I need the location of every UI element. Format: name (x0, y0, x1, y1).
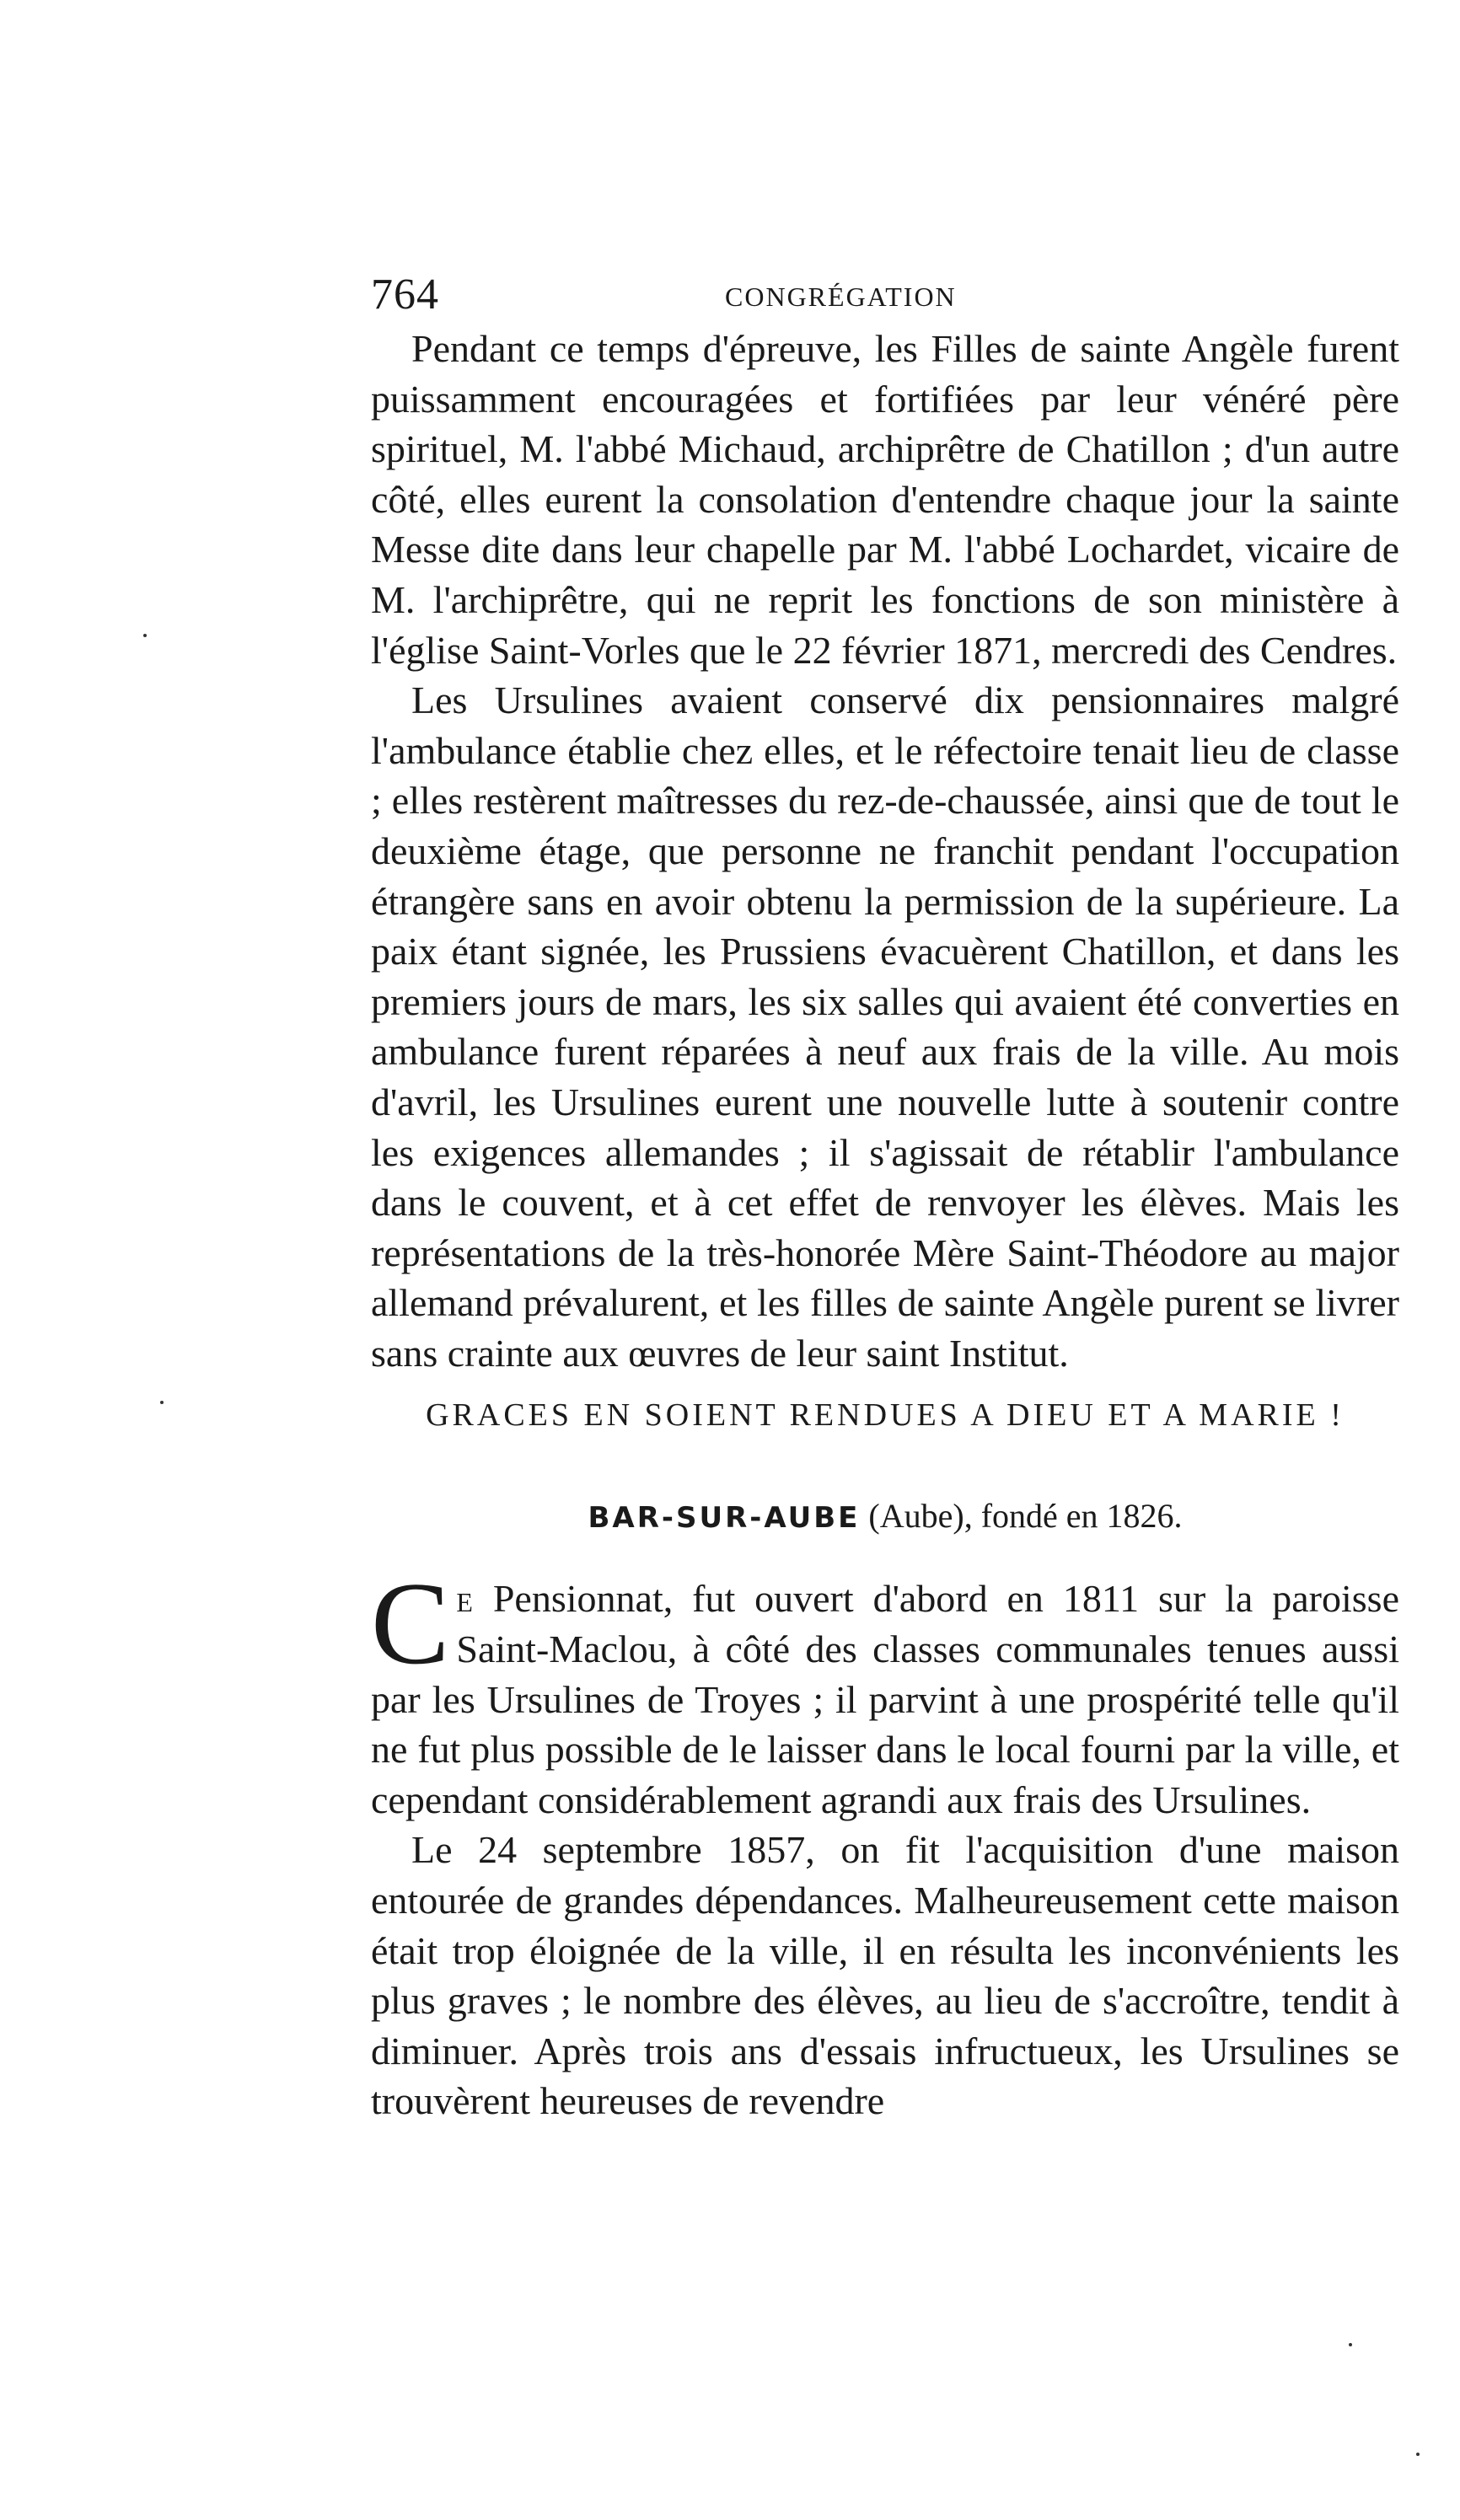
page-header (371, 268, 1399, 322)
section-paragraph-1 (371, 1558, 1399, 1825)
drop-cap-letter: C (371, 1558, 450, 1690)
paper-speck (143, 634, 147, 637)
section-heading-rest: (Aube), fondé en 1826. (860, 1497, 1183, 1536)
section-paragraph-2: Le 24 septembre 1857, on fit l'acquisition d'une maison entourée de grandes dépendances. Malheureusement cette maison était trop éloignée de la ville, il en résulta les inconvénients les plus graves ; le nombre des élèves, au lieu de s'accroître, tendit à diminuer. Après trois ans d'essais infructueux, les Ursulines se trouvèrent heureuses de revendre (371, 1828, 1399, 2123)
running-head: CONGRÉGATION (725, 281, 957, 312)
paper-speck (1349, 2343, 1352, 2346)
lead-letters: e (456, 1577, 474, 1621)
paragraph-1: Pendant ce temps d'épreuve, les Filles de sainte Angèle furent puissamment encouragées et fortifiées par leur vénéré père spirituel, M. l'abbé Michaud, archiprêtre de Chatillon ; d'un autre côté, elles eurent la consolation d'entendre chaque jour la sainte Messe dite dans leur chapelle par M. l'abbé Lochardet, vicaire de M. l'archiprêtre, qui ne reprit les fonctions de son ministère à l'église Saint-Vorles que le 22 février 1871, mercredi des Cendres. (371, 327, 1399, 672)
section-heading (371, 1491, 1399, 1543)
body-text (371, 324, 1399, 2126)
section-paragraph-1-text: Pensionnat, fut ouvert d'abord en 1811 sur la paroisse Saint-Maclou, à côté des classes communales tenues aussi par les Ursulines de Troyes ; il parvint à une prospérité telle qu'il ne fut plus possible de le laisser dans le local fourni par la ville, et cependant considérablement agrandi aux frais des Ursulines. (371, 1577, 1399, 1821)
page-number: 764 (371, 271, 439, 319)
paragraph-2: Les Ursulines avaient conservé dix pensionnaires malgré l'ambulance établie chez elles, et le réfectoire tenait lieu de classe ; elles restèrent maîtresses du rez-de-chaussée, ainsi que de tout le deuxième étage, que personne ne franchit pendant l'occupation étrangère sans en avoir obtenu la permission de la supérieure. La paix étant signée, les Prussiens évacuèrent Chatillon, et dans les premiers jours de mars, les six salles qui avaient été converties en ambulance furent réparées à neuf aux frais de la ville. Au mois d'avril, les Ursulines eurent une nouvelle lutte à soutenir contre les exigences allemandes ; il s'agissait de rétablir l'ambulance dans le couvent, et à cet effet de renvoyer les élèves. Mais les représentations de la très-honorée Mère Saint-Théodore au major allemand prévalurent, et les filles de sainte Angèle purent se livrer sans crainte aux œuvres de leur saint Institut. (371, 678, 1399, 1375)
paper-speck (160, 1401, 164, 1404)
section-place-name: BAR-SUR-AUBE (588, 1501, 861, 1536)
closing-invocation: GRACES EN SOIENT RENDUES A DIEU ET A MARIE ! (426, 1397, 1345, 1434)
paper-speck (1416, 2453, 1420, 2456)
